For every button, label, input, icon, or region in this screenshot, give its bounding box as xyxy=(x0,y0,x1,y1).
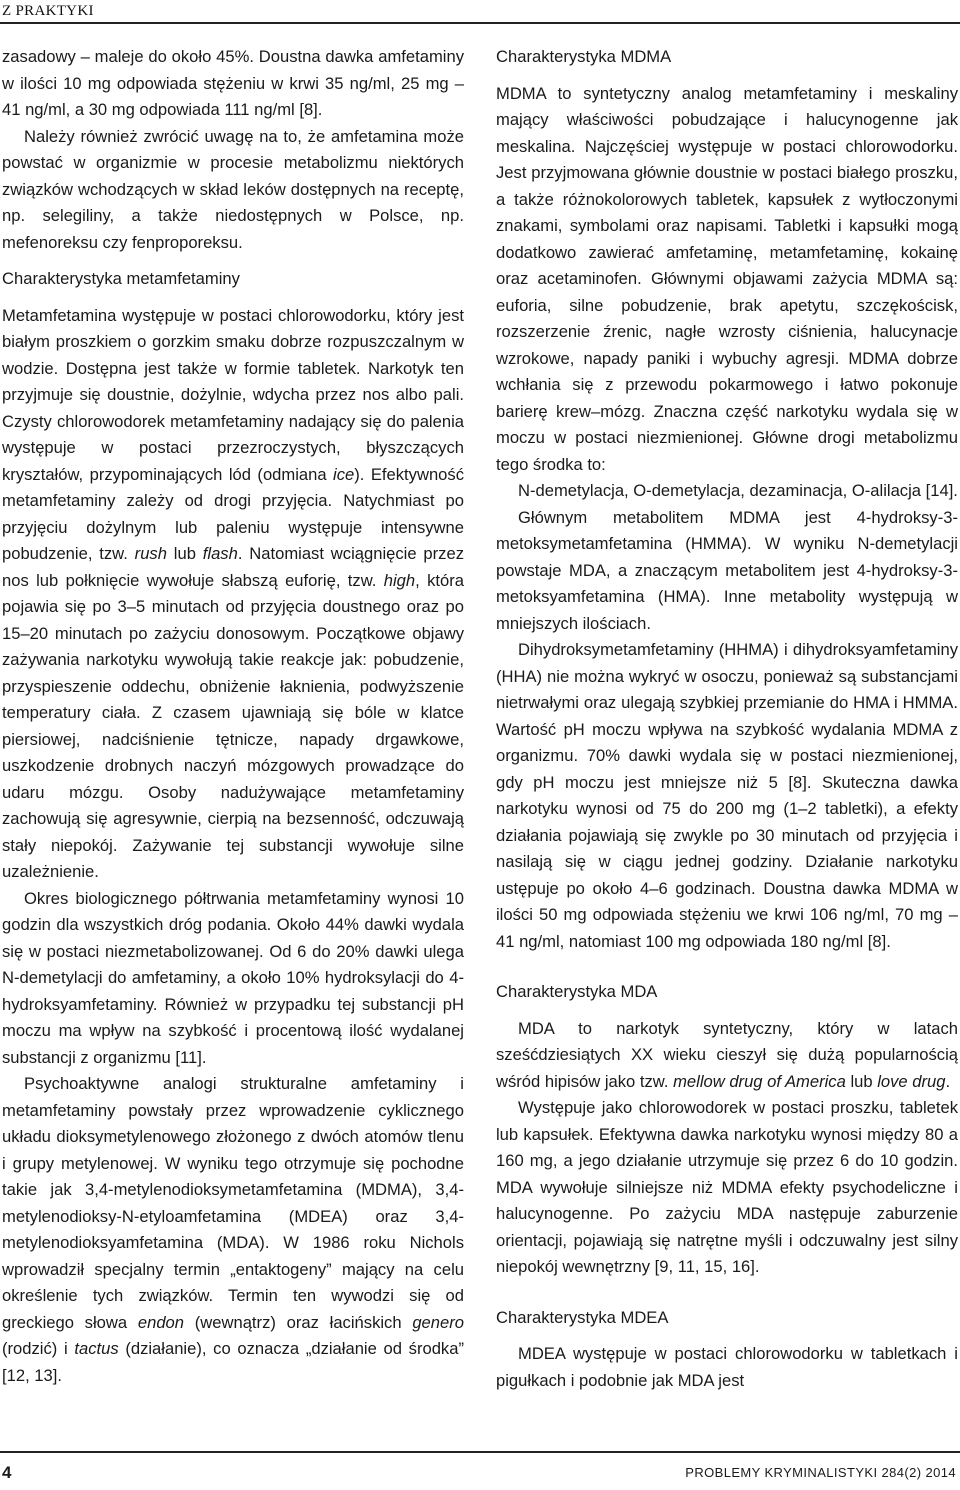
right-column xyxy=(496,44,958,1394)
section-label: Z PRAKTYKI xyxy=(2,3,94,19)
paragraph: MDA to narkotyk syntetyczny, który w latach sześćdziesiątych XX wieku cieszył się dużą popularnością wśród hipisów jako tzw. mellow drug of America lub love drug. xyxy=(496,1018,958,1091)
footer-rule xyxy=(0,1451,960,1453)
section-heading-mdma: Charakterystyka MDMA xyxy=(496,47,672,66)
paragraph: Okres biologicznego półtrwania metamfetaminy wynosi 10 godzin dla wszystkich dróg podania. Około 44% dawki wydala się w postaci niezmetabolizowanej. Od 6 do 20% dawki ulega N-demetylacji do amfetaminy, a około 10% hydroksylacji do 4-hydroksyamfetaminy. Również w przypadku tej substancji pH moczu ma wpływ na szybkość i procentową ilość wydalanej substancji z organizmu [11]. xyxy=(2,888,464,1067)
paragraph: Należy również zwrócić uwagę na to, że amfetamina może powstać w organizmie w procesie metabolizmu niektórych związków wchodzących w skład leków dostępnych na receptę, np. selegiliny, a także niedostępnych w Polsce, np. mefenoreksu czy fenproporeksu. xyxy=(2,126,464,252)
paragraph: zasadowy – maleje do około 45%. Doustna dawka amfetaminy w ilości 10 mg odpowiada stężeniu w krwi 35 ng/ml, 25 mg – 41 ng/ml, a 30 mg odpowiada 111 ng/ml [8]. xyxy=(2,47,464,119)
paragraph: Dihydroksymetamfetaminy (HHMA) i dihydroksyamfetaminy (HHA) nie można wykryć w osoczu, ponieważ są substancjami nietrwałymi oraz ulegają szybkiej przemianie do HMA i HMMA. Wartość pH moczu wpływa na szybkość wydalania MDMA z organizmu. 70% dawki wydala się w postaci niezmienionej, gdy pH moczu jest mniejsze niż 5 [8]. Skuteczna dawka narkotyku wynosi od 75 do 200 mg (1–2 tabletki), a efekty działania pojawiają się zwykle po 30 minutach od przyjęcia i nasilają się w ciągu jednej godziny. Działanie narkotyku ustępuje po około 4–6 godzinach. Doustna dawka MDMA w ilości 50 mg odpowiada stężeniu we krwi 106 ng/ml, 70 mg – 41 ng/ml, natomiast 100 mg odpowiada 180 ng/ml [8]. xyxy=(496,640,958,951)
left-column xyxy=(2,44,464,1389)
paragraph: Metamfetamina występuje w postaci chlorowodorku, który jest białym proszkiem o gorzkim smaku dobrze rozpuszczalnym w wodzie. Dostępna jest także w formie tabletek. Narkotyk ten przyjmuje się doustnie, dożylnie, wdycha przez nos albo pali. Czysty chlorowodorek metamfetaminy nadający się do palenia występuje w postaci przezroczystych, błyszczących kryształów, przypominających lód (odmiana ice). Efektywność metamfetaminy zależy od drogi przyjęcia. Natychmiast po przyjęciu dożylnym lub paleniu występuje intensywne pobudzenie, tzw. rush lub flash. Natomiast wciągnięcie przez nos lub połknięcie wywołuje słabszą euforię, tzw. high, która pojawia się po 3–5 minutach od przyjęcia doustnego oraz po 15–20 minutach po zażyciu donosowym. Początkowe objawy zażywania narkotyku wywołują takie reakcje jak: pobudzenie, przyspieszenie oddechu, obniżenie łaknienia, podwyższenie temperatury ciała. Z czasem ujawniają się bóle w klatce piersiowej, nadciśnienie tętnicze, napady drgawkowe, uszkodzenie drobnych naczyń mózgowych prowadzące do udaru mózgu. Osoby nadużywające metamfetaminy zachowują się agresywnie, cierpią na bezsenność, odczuwają stały niepokój. Zażywanie tej substancji wywołuje silne uzależnienie. xyxy=(2,305,464,881)
paragraph: Psychoaktywne analogi strukturalne amfetaminy i metamfetaminy powstały przez wprowadzenie cyklicznego układu dioksymetylenowego złożonego z dwóch atomów tlenu i grupy metylenowej. W wyniku tego otrzymuje się pochodne takie jak 3,4-metylenodioksymetamfetamina (MDMA), 3,4-metylenodioksy-N-etyloamfetamina (MDEA) oraz 3,4-metylenodioksyamfetamina (MDA). W 1986 roku Nichols wprowadził specjalny termin „entaktogeny” mający na celu określenie tych związków. Termin ten wywodzi się od greckiego słowa endon (wewnątrz) oraz łacińskich genero (rodzić) i tactus (działanie), co oznacza „działanie od środka” [12, 13]. xyxy=(2,1074,464,1385)
section-heading-methamphetamine: Charakterystyka metamfetaminy xyxy=(2,269,240,288)
section-heading-mda: Charakterystyka MDA xyxy=(496,982,658,1001)
header-rule xyxy=(0,22,960,24)
paragraph: Głównym metabolitem MDMA jest 4-hydroksy-3-metoksymetamfetamina (HMMA). W wyniku N-demetylacji powstaje MDA, a znaczącym metabolitem jest 4-hydroksy-3-metoksyamfetamina (HMA). Inne metabolity występują w mniejszych ilościach. xyxy=(496,507,958,633)
journal-info: PROBLEMY KRYMINALISTYKI 284(2) 2014 xyxy=(685,1465,956,1480)
page-number: 4 xyxy=(2,1463,12,1482)
paragraph: MDEA występuje w postaci chlorowodorku w tabletkach i pigułkach i podobnie jak MDA jest xyxy=(496,1344,958,1390)
paragraph: Występuje jako chlorowodorek w postaci proszku, tabletek lub kapsułek. Efektywna dawka narkotyku wynosi między 80 a 160 mg, a jego działanie utrzymuje się przez 6 do 10 godzin. MDA wywołuje silniejsze niż MDMA efekty psychodeliczne i halucynogenne. Po zażyciu MDA następuje zaburzenie orientacji, pojawiają się natrętne myśli i odczuwalny jest silny niepokój wewnętrzny [9, 11, 15, 16]. xyxy=(496,1098,958,1276)
paragraph: N-demetylacja, O-demetylacja, dezaminacja, O-alilacja [14]. xyxy=(518,481,958,500)
section-heading-mdea: Charakterystyka MDEA xyxy=(496,1307,669,1327)
paragraph: MDMA to syntetyczny analog metamfetaminy i meskaliny mający właściwości pobudzające i halucynogenne jak meskalina. Najczęściej występuje w postaci chlorowodorku. Jest przyjmowana głównie doustnie w postaci białego proszku, a także różnokolorowych tabletek, kapsułek z wytłoczonymi znakami, symbolami oraz napisami. Tabletki i kapsułki mogą dodatkowo zawierać amfetaminę, metamfetaminę, kokainę oraz acetaminofen. Głównymi objawami zażycia MDMA są: euforia, silne pobudzenie, brak apetytu, szczękościsk, rozszerzenie źrenic, nagłe wzrosty ciśnienia, halucynacje wzrokowe, napady paniki i wybuchy agresji. MDMA dobrze wchłania się z przewodu pokarmowego i łatwo pokonuje barierę krew–mózg. Znaczna część narkotyku wydala się w moczu w postaci niezmienionej. Główne drogi metabolizmu tego środka to: xyxy=(496,83,958,474)
